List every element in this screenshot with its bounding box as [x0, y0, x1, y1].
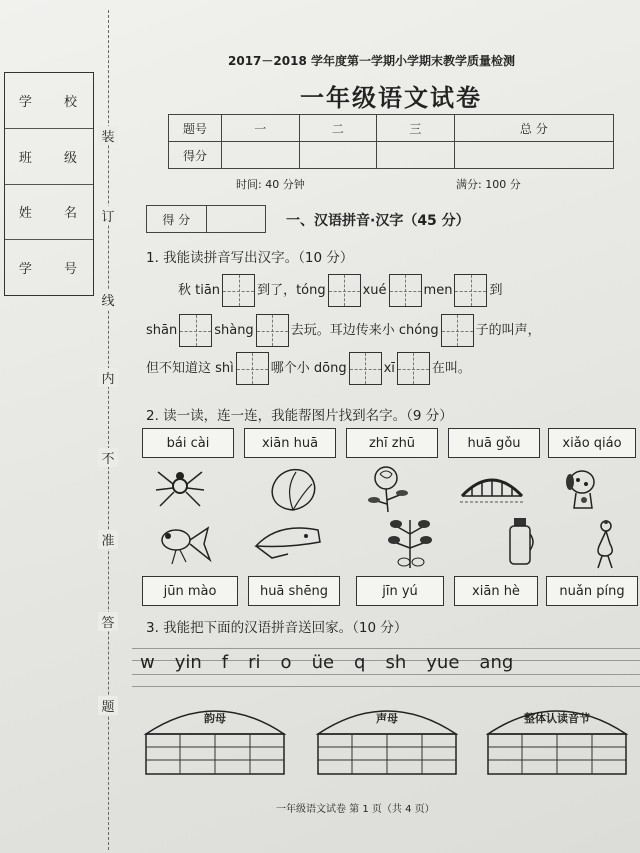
writing-grid[interactable]	[256, 314, 289, 347]
binding-char: 答	[98, 612, 118, 631]
score-cell[interactable]	[299, 142, 377, 169]
house-label: 声母	[376, 712, 398, 725]
pinyin-letter[interactable]: üe	[311, 652, 335, 673]
score-table	[168, 114, 614, 169]
score-header-cell: 二	[299, 115, 377, 142]
q1-text: xī	[383, 361, 395, 376]
pinyin-box-bottom[interactable]: huā shēng	[248, 576, 340, 606]
q1-text: men	[423, 283, 453, 298]
q1-line-2	[146, 314, 541, 347]
section-score-value[interactable]	[207, 206, 266, 232]
student-info-table	[4, 72, 94, 296]
score-cell[interactable]	[222, 142, 300, 169]
q1-text: 去玩。耳边传来小 chóng	[290, 323, 439, 338]
writing-grid[interactable]	[441, 314, 474, 347]
house-outline-icon	[140, 696, 290, 776]
score-header-cell: 三	[377, 115, 455, 142]
pinyin-box-top[interactable]: bái cài	[142, 428, 234, 458]
pinyin-letter[interactable]: o	[280, 652, 292, 673]
binding-char: 装	[98, 126, 118, 145]
school-field[interactable]: 学 校	[5, 73, 93, 129]
bridge-icon	[458, 468, 526, 508]
puppy-icon	[558, 462, 610, 512]
writing-grid[interactable]	[236, 352, 269, 385]
q1-text: xué	[362, 283, 387, 298]
binding-char: 内	[98, 368, 118, 387]
pinyin-box-bottom[interactable]: nuǎn píng	[546, 576, 638, 606]
house-outline-icon	[482, 696, 632, 776]
peanut-plant-icon	[384, 514, 436, 570]
q1-line-1	[178, 274, 502, 307]
section-score-label: 得 分	[147, 206, 207, 232]
question-2-title: 2. 读一读，连一连，我能帮图片找到名字。（9 分）	[146, 408, 453, 424]
score-cell[interactable]	[377, 142, 455, 169]
question-3-title: 3. 我能把下面的汉语拼音送回家。（10 分）	[146, 620, 408, 636]
student-id-field[interactable]: 学 号	[18, 262, 92, 278]
writing-grid[interactable]	[179, 314, 212, 347]
pinyin-letters	[140, 652, 513, 673]
cabbage-icon	[262, 462, 324, 514]
flower-icon	[362, 460, 414, 516]
binding-char: 线	[98, 290, 118, 309]
score-row-label: 得分	[169, 142, 222, 169]
q1-text: 到	[489, 283, 503, 298]
writing-grid[interactable]	[389, 274, 422, 307]
name-field[interactable]: 姓 名	[5, 185, 93, 241]
score-cell[interactable]	[454, 142, 613, 169]
pinyin-letter[interactable]: sh	[385, 652, 407, 673]
pinyin-letter[interactable]: q	[354, 652, 366, 673]
exam-subtitle: 2017－2018 学年度第一学期小学期末教学质量检测	[228, 54, 515, 68]
q1-text: shān	[146, 323, 178, 338]
thermos-icon	[502, 514, 538, 570]
writing-grid[interactable]	[349, 352, 382, 385]
pinyin-box-bottom[interactable]: jīn yú	[356, 576, 444, 606]
crane-bird-icon	[580, 516, 626, 570]
writing-grid[interactable]	[222, 274, 255, 307]
house-outline-icon	[312, 696, 462, 776]
pinyin-letter[interactable]: w	[140, 652, 155, 673]
goldfish-icon	[150, 516, 214, 570]
pinyin-letter[interactable]: f	[221, 652, 229, 673]
house-initials[interactable]	[312, 696, 462, 776]
section-score-box	[146, 205, 266, 233]
q1-text: 哪个小 dōng	[270, 361, 347, 376]
pinyin-letter[interactable]: ang	[479, 652, 514, 673]
pinyin-box-bottom[interactable]: jūn mào	[142, 576, 238, 606]
q1-text: 子的叫声，	[475, 323, 541, 338]
page-footer: 一年级语文试卷 第 1 页（共 4 页）	[276, 804, 435, 815]
q1-text: 但不知道这 shì	[146, 361, 234, 376]
pinyin-box-bottom[interactable]: xiān hè	[454, 576, 538, 606]
pinyin-letter[interactable]: yin	[174, 652, 202, 673]
house-whole-syllables[interactable]	[482, 696, 632, 776]
q1-text: 秋 tiān	[178, 283, 221, 298]
pinyin-box-top[interactable]: xiān huā	[244, 428, 336, 458]
writing-grid[interactable]	[328, 274, 361, 307]
q1-text: shàng	[214, 323, 254, 338]
score-header-cell: 总 分	[454, 115, 613, 142]
section-title: 一、汉语拼音·汉字（45 分）	[286, 213, 470, 229]
writing-grid[interactable]	[454, 274, 487, 307]
house-vowels[interactable]	[140, 696, 290, 776]
class-field[interactable]: 班 级	[5, 129, 93, 185]
house-label: 整体认读音节	[524, 712, 590, 725]
score-header-cell: 题号	[169, 115, 222, 142]
binding-char: 不	[98, 448, 118, 467]
pinyin-box-top[interactable]: zhī zhū	[346, 428, 438, 458]
binding-char: 准	[98, 530, 118, 549]
spider-icon	[150, 462, 210, 512]
pinyin-box-top[interactable]: huā gǒu	[448, 428, 540, 458]
pinyin-letter[interactable]: yue	[426, 652, 460, 673]
score-header-cell: 一	[222, 115, 300, 142]
q1-text: 到了，tóng	[257, 283, 326, 298]
writing-grid[interactable]	[397, 352, 430, 385]
pinyin-box-top[interactable]: xiǎo qiáo	[548, 428, 636, 458]
military-cap-icon	[248, 518, 328, 568]
question-1-title: 1. 我能读拼音写出汉字。（10 分）	[146, 250, 354, 266]
pinyin-letter[interactable]: ri	[248, 652, 261, 673]
q1-text: 在叫。	[431, 361, 471, 376]
full-score: 满分: 100 分	[456, 178, 521, 191]
binding-char: 订	[98, 206, 118, 225]
time-limit: 时间: 40 分钟	[236, 178, 305, 191]
q1-line-3	[146, 352, 471, 385]
house-label: 韵母	[204, 712, 226, 725]
binding-char: 题	[98, 696, 118, 715]
exam-title: 一年级语文试卷	[300, 84, 482, 112]
